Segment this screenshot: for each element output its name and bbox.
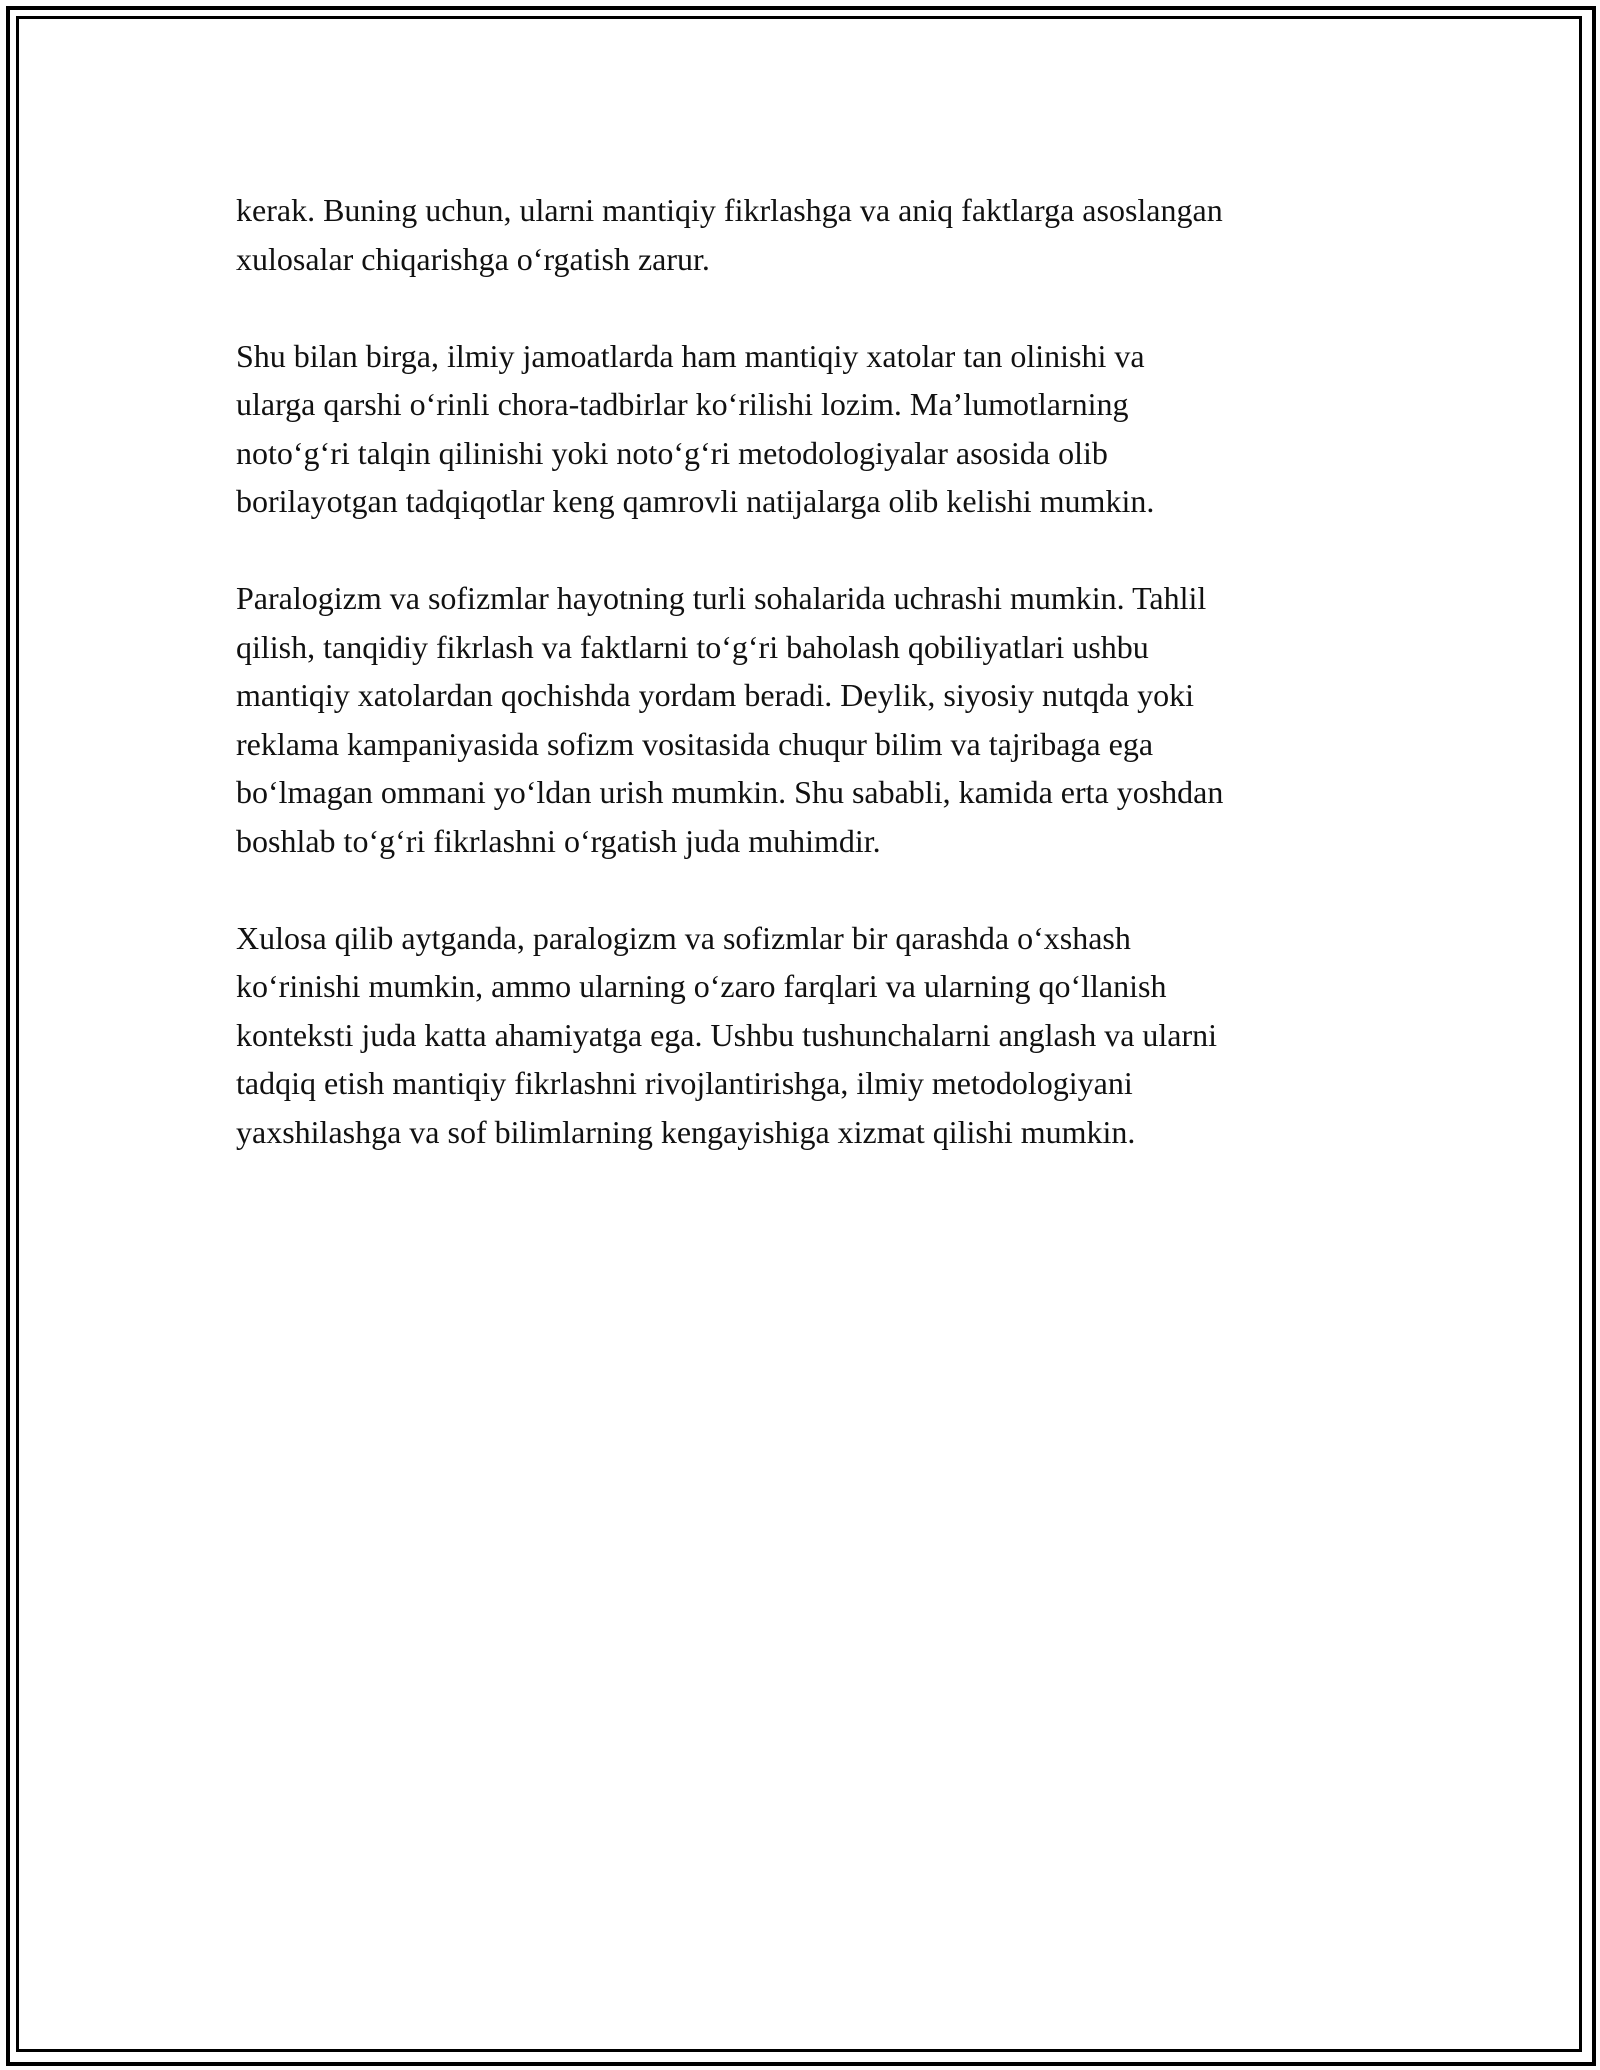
text-line: bo‘lmagan ommani yo‘ldan urish mumkin. Shu sababli, kamida erta yoshdan: [236, 774, 1224, 810]
text-line: Paralogizm va sofizmlar hayotning turli sohalarida uchrashi mumkin. Tahlil: [236, 580, 1207, 616]
paragraph-1: [236, 186, 1386, 283]
text-line: ko‘rinishi mumkin, ammo ularning o‘zaro farqlari va ularning qo‘llanish: [236, 968, 1167, 1004]
text-line: noto‘g‘ri talqin qilinishi yoki noto‘g‘ri metodologiyalar asosida olib: [236, 434, 1108, 471]
page-body: [236, 186, 1386, 1205]
text-line: konteksti juda katta ahamiyatga ega. Ushbu tushunchalarni anglash va ularni: [236, 1016, 1218, 1053]
text-line: yaxshilashga va sof bilimlarning kengayishiga xizmat qilishi mumkin.: [236, 1113, 1136, 1150]
text-line: tadqiq etish mantiqiy fikrlashni rivojlantirishga, ilmiy metodologiyani: [236, 1065, 1133, 1101]
paragraph-2: [236, 332, 1386, 526]
text-line: Shu bilan birga, ilmiy jamoatlarda ham mantiqiy xatolar tan olinishi va: [236, 337, 1145, 374]
text-line: mantiqiy xatolardan qochishda yordam beradi. Deylik, siyosiy nutqda yoki: [236, 677, 1195, 713]
text-line: ularga qarshi o‘rinli chora-tadbirlar ko‘rilishi lozim. Ma’lumotlarning: [236, 386, 1129, 422]
text-line: xulosalar chiqarishga o‘rgatish zarur.: [236, 240, 710, 277]
text-line: kerak. Buning uchun, ularni mantiqiy fikrlashga va aniq faktlarga asoslangan: [236, 192, 1223, 228]
text-line: qilish, tanqidiy fikrlash va faktlarni to‘g‘ri baholash qobiliyatlari ushbu: [236, 628, 1149, 665]
text-line: Xulosa qilib aytganda, paralogizm va sofizmlar bir qarashda o‘xshash: [236, 919, 1131, 956]
text-line: boshlab to‘g‘ri fikrlashni o‘rgatish juda muhimdir.: [236, 822, 881, 859]
text-line: borilayotgan tadqiqotlar keng qamrovli natijalarga olib kelishi mumkin.: [236, 483, 1155, 519]
paragraph-3: [236, 574, 1386, 865]
paragraph-4: [236, 914, 1386, 1157]
text-line: reklama kampaniyasida sofizm vositasida chuqur bilim va tajribaga ega: [236, 725, 1154, 762]
